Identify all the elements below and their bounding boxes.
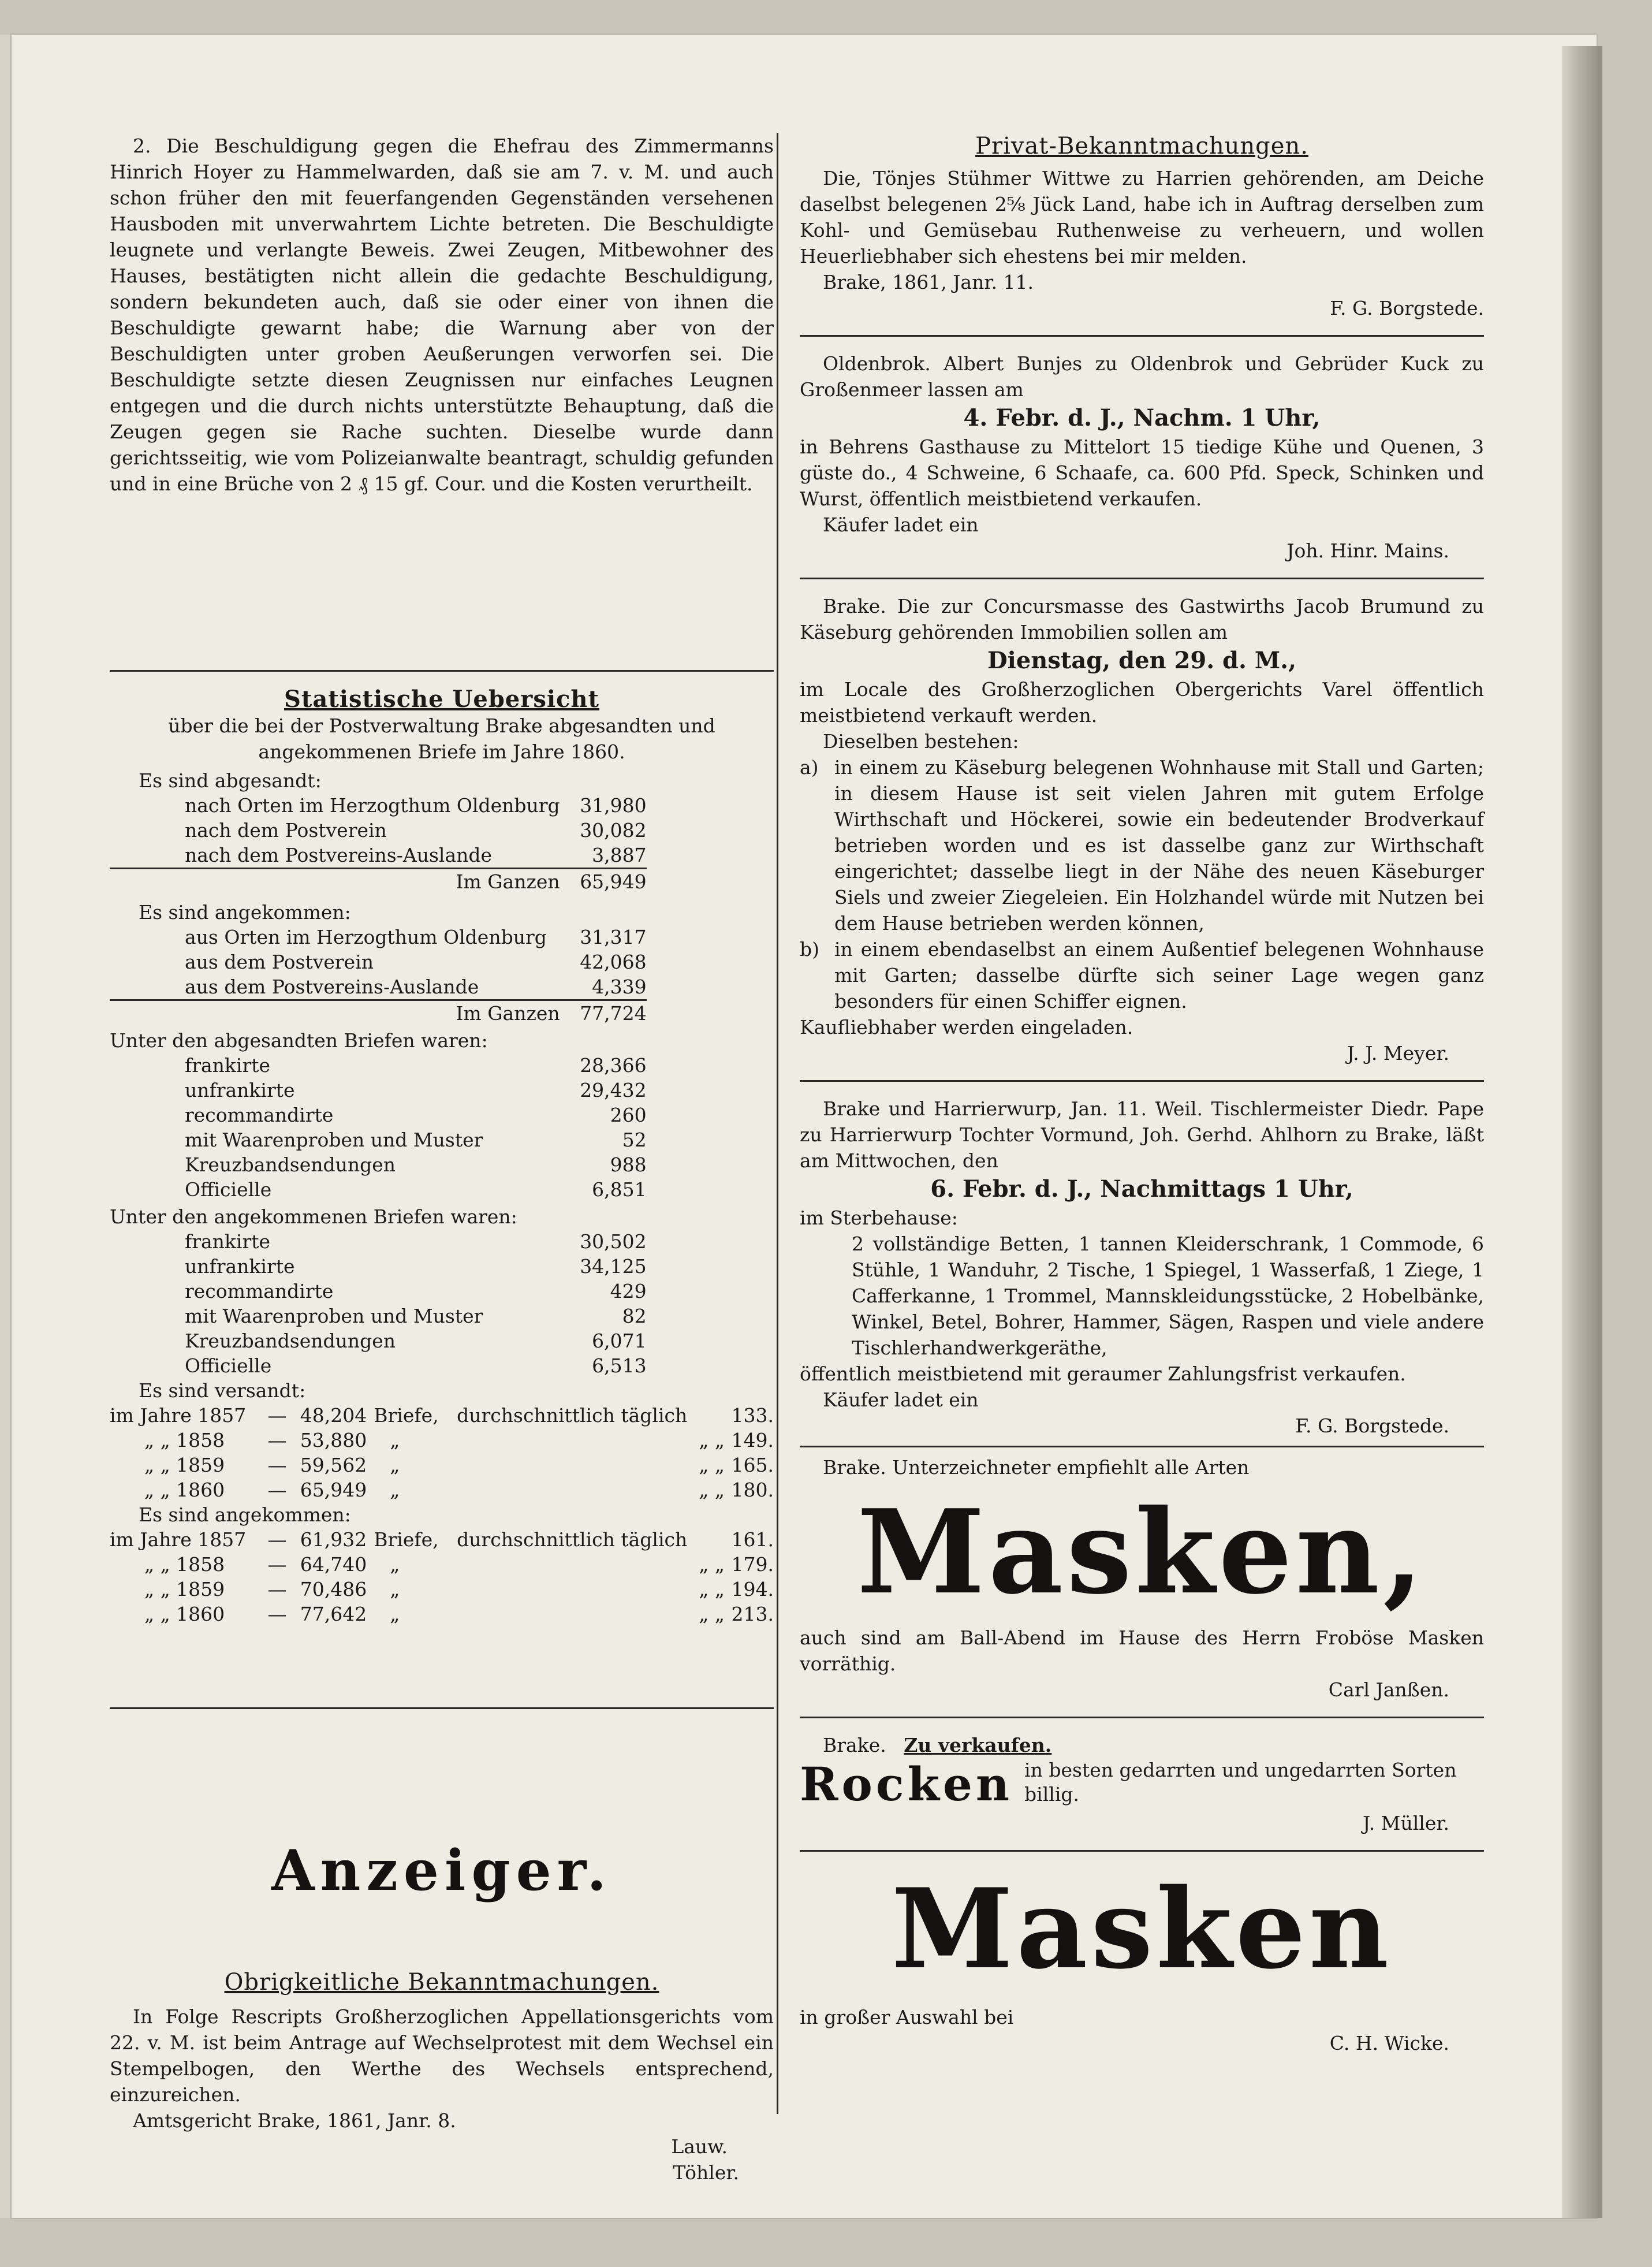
ad5-signature: Carl Janßen. — [1328, 1678, 1449, 1701]
ad2-date: 4. Febr. d. J., Nachm. 1 Uhr, — [963, 404, 1321, 431]
ad2-text2: in Behrens Gasthause zu Mittelort 15 tiedige Kühe und Quenen, 3 güste do., 4 Schweine, 6 Schaafe, ca. 600 Pfd. Speck, Schinken und Wurst, öffentlich meistbietend verkaufen. — [800, 435, 1484, 510]
year: „ „ 1858 — [144, 1553, 225, 1576]
dash: — — [267, 1479, 287, 1501]
row-label: aus dem Postvereins-Auslande — [185, 976, 479, 998]
item-text: in einem zu Käseburg belegenen Wohnhause mit Stall und Garten; in diesem Hause ist seit vielen Jahren mit gutem Erfolge Wirthschaft und Höckerei, sowie ein bedeutender Brodverkauf betrieben worden und es ist dasselbe ganz zur Wirthschaft eingerichtet; dasselbe liegt in der Nähe des neuen Käseburger Siels und zweier Ziegeleien. Ein Holzhandel würde mit Nutzen bei dem Hause betrieben werden können, — [834, 756, 1484, 935]
table-row — [110, 1053, 647, 1078]
avg: „ „ — [699, 1553, 725, 1576]
ad1-signature: F. G. Borgstede. — [1330, 297, 1484, 319]
avg: „ „ — [699, 1603, 725, 1625]
row-value: 3,887 — [592, 844, 647, 866]
row-value: 6,851 — [592, 1178, 647, 1201]
row-label: mit Waarenproben und Muster — [185, 1129, 483, 1151]
word: „ — [390, 1603, 400, 1625]
ad6-intro — [800, 1732, 1484, 1758]
year: „ „ 1858 — [144, 1429, 225, 1451]
table-row — [110, 1353, 647, 1378]
row-label: nach dem Postverein — [185, 819, 387, 842]
table-row — [110, 1127, 647, 1152]
table-row — [110, 1279, 647, 1304]
versandt-label: Es sind versandt: — [139, 1379, 306, 1402]
row-value: 30,502 — [580, 1230, 647, 1253]
table-row — [110, 843, 647, 869]
row-label: aus dem Postverein — [185, 951, 374, 973]
table-row — [110, 974, 647, 1000]
ad2-buyers: Käufer ladet ein — [823, 513, 979, 536]
row-value: 52 — [622, 1129, 647, 1151]
ad5-masken-heading: Masken, — [857, 1484, 1427, 1620]
table-row — [110, 1328, 647, 1353]
section-rule — [110, 1707, 774, 1709]
daily: 149. — [731, 1429, 774, 1451]
count: 61,932 — [300, 1528, 367, 1551]
row-value: 6,513 — [592, 1354, 647, 1377]
ad6-place: Brake. — [823, 1734, 886, 1756]
ad4-text2: öffentlich meistbietend mit geraumer Zahlungsfrist verkaufen. — [800, 1363, 1406, 1385]
row-label: unfrankirte — [185, 1255, 295, 1278]
book-binding-edge — [1562, 46, 1602, 2218]
statistics-title: Statistische Uebersicht — [284, 686, 599, 713]
column-divider — [777, 133, 778, 2114]
table-row — [110, 1552, 774, 1577]
daily: 133. — [731, 1404, 774, 1427]
official-notices-title: Obrigkeitliche Bekanntmachungen. — [224, 1969, 659, 1996]
ad1-place: Brake, 1861, Janr. 11. — [823, 271, 1034, 293]
table-row — [110, 818, 647, 843]
row-value: 988 — [610, 1153, 647, 1176]
ad3-invite: Kaufliebhaber werden eingeladen. — [800, 1016, 1133, 1038]
row-value: 82 — [622, 1305, 647, 1327]
year: im Jahre 1857 — [110, 1404, 247, 1427]
ad3-consist: Dieselben bestehen: — [823, 730, 1019, 753]
row-label: nach Orten im Herzogthum Oldenburg — [185, 794, 560, 817]
row-label: frankirte — [185, 1230, 271, 1253]
dash: — — [267, 1528, 287, 1551]
left-column — [110, 133, 774, 2186]
dash: — — [267, 1603, 287, 1625]
table-row — [110, 1602, 774, 1626]
ad3-item-b — [800, 936, 1484, 1014]
word: Briefe, — [374, 1404, 439, 1427]
official-notice-place: Amtsgericht Brake, 1861, Janr. 8. — [133, 2109, 456, 2132]
table-row — [110, 950, 647, 974]
court-notice-2: 2. Die Beschuldigung gegen die Ehefrau des Zimmermanns Hinrich Hoyer zu Hammelwarden, daß sie am 7. v. M. und auch schon früher den mit feuerfangenden Gegenständen versehenen Hausboden mit unverwahrtem Lichte betreten. Die Beschuldigte leugnete und verlangte Beweis. Zwei Zeugen, Mitbewohner des Hauses, bestätigten nicht allein die gedachte Beschuldigung, sondern bekundeten auch, daß sie oder einer von ihnen die Beschuldigte gewarnt habe; die Warnung aber von der Beschuldigten unter groben Aeußerungen verworfen sei. Die Beschuldigte setzte diesen Zeugnissen nur einfaches Leugnen entgegen und die durch nichts unterstützte Behauptung, daß die Zeugen gegen sie Rache suchten. Dieselbe wurde dann gerichtsseitig, wie vom Polizeianwalte beantragt, schuldig gefunden und in eine Brüche von 2 ₰ 15 gf. Cour. und die Kosten verurtheilt. — [110, 135, 774, 495]
table-row — [110, 1229, 647, 1254]
ad3-item-a — [800, 754, 1484, 936]
row-label: nach dem Postvereins-Auslande — [185, 844, 493, 866]
official-signature-2: Töhler. — [673, 2161, 739, 2184]
table-row — [110, 1078, 647, 1103]
ad2-signature: Joh. Hinr. Mains. — [1286, 539, 1449, 562]
dash: — — [267, 1454, 287, 1476]
item-label: b) — [800, 938, 819, 961]
right-column — [800, 133, 1484, 2056]
sent-label: Es sind abgesandt: — [139, 769, 322, 792]
item-label: a) — [800, 756, 819, 779]
avg: durchschnittlich täglich — [457, 1528, 688, 1551]
year: „ „ 1859 — [144, 1454, 225, 1476]
avg: durchschnittlich täglich — [457, 1404, 688, 1427]
row-label: unfrankirte — [185, 1079, 295, 1101]
table-row — [110, 1527, 774, 1552]
ad-rule — [800, 1717, 1484, 1718]
avg: „ „ — [699, 1479, 725, 1501]
yearly-table — [110, 1378, 774, 1626]
avg: „ „ — [699, 1578, 725, 1600]
table-row — [110, 1152, 647, 1177]
ad2-text: Oldenbrok. Albert Bunjes zu Oldenbrok und Gebrüder Kuck zu Großenmeer lassen am — [800, 352, 1484, 401]
row-value: 30,082 — [580, 819, 647, 842]
total-value: 65,949 — [560, 869, 647, 895]
table-row — [110, 1103, 647, 1127]
ad6-text: in besten gedarrten und ungedarrten Sorten billig. — [1024, 1759, 1457, 1806]
row-label: recommandirte — [185, 1280, 334, 1302]
total-row — [110, 1000, 647, 1026]
ad6-rocken-heading: Rocken — [800, 1757, 1013, 1811]
row-label: Kreuzbandsendungen — [185, 1330, 396, 1352]
word: „ — [390, 1578, 400, 1600]
ad4-text: Brake und Harrierwurp, Jan. 11. Weil. Tischlermeister Diedr. Pape zu Harrierwurp Tochter Vormund, Joh. Gerhd. Ahlhorn zu Brake, läßt am Mittwochen, den — [800, 1097, 1484, 1172]
count: 53,880 — [300, 1429, 367, 1451]
statistics-table — [110, 768, 647, 1378]
private-notices-title: Privat-Bekanntmachungen. — [975, 133, 1308, 159]
angekommen-label: Es sind angekommen: — [139, 1503, 351, 1526]
ad3-date: Dienstag, den 29. d. M., — [987, 647, 1297, 674]
table-row — [110, 1177, 647, 1202]
ad-rule — [800, 578, 1484, 579]
daily: 165. — [731, 1454, 774, 1476]
row-value: 6,071 — [592, 1330, 647, 1352]
ad7-masken-heading: Masken — [891, 1864, 1393, 1993]
row-value: 34,125 — [580, 1255, 647, 1278]
word: Briefe, — [374, 1528, 439, 1551]
row-label: Kreuzbandsendungen — [185, 1153, 396, 1176]
count: 77,642 — [300, 1603, 367, 1625]
avg: „ „ — [699, 1454, 725, 1476]
ad6-signature: J. Müller. — [1363, 1812, 1449, 1834]
dash: — — [267, 1404, 287, 1427]
year: „ „ 1860 — [144, 1603, 225, 1625]
row-label: mit Waarenproben und Muster — [185, 1305, 483, 1327]
arrived-label: Es sind angekommen: — [139, 901, 351, 924]
official-notice-text: In Folge Rescripts Großherzoglichen Appellationsgerichts vom 22. v. M. ist beim Antrage auf Wechselprotest mit dem Wechsel ein Stempelbogen, den Werthe des Wechsels entsprechend, einzureichen. — [110, 2005, 774, 2106]
ad6-title: Zu verkaufen. — [904, 1734, 1052, 1756]
dash: — — [267, 1553, 287, 1576]
row-label: aus Orten im Herzogthum Oldenburg — [185, 926, 547, 948]
row-label: Officielle — [185, 1354, 272, 1377]
ad4-date: 6. Febr. d. J., Nachmittags 1 Uhr, — [930, 1175, 1353, 1203]
page-left-gutter — [0, 35, 10, 2218]
item-text: in einem ebendaselbst an einem Außentief belegenen Wohnhause mit Garten; dasselbe dürfte sich seiner Lage wegen ganz besonders für einen Schiffer eignen. — [834, 938, 1484, 1012]
section-rule — [110, 670, 774, 672]
daily: 180. — [731, 1479, 774, 1501]
ad7-text: in großer Auswahl bei — [800, 2006, 1014, 2028]
table-row — [110, 1403, 774, 1428]
row-value: 29,432 — [580, 1079, 647, 1101]
daily: 194. — [731, 1578, 774, 1600]
total-label: Im Ganzen — [110, 869, 560, 895]
arrived-detail-label: Unter den angekommenen Briefen waren: — [110, 1205, 517, 1228]
total-row — [110, 869, 647, 895]
ad4-items: 2 vollständige Betten, 1 tannen Kleiderschrank, 1 Commode, 6 Stühle, 1 Wanduhr, 2 Tische, 1 Spiegel, 1 Wasserfaß, 1 Ziege, 1 Cafferkanne, 1 Trommel, Mannskleidungsstücke, 2 Hobelbänke, Winkel, Betel, Bohrer, Hammer, Sägen, Raspen und viele andere Tischlerhandwerkgeräthe, — [852, 1233, 1484, 1359]
word: „ — [390, 1429, 400, 1451]
ad4-buyers: Käufer ladet ein — [823, 1389, 979, 1411]
row-label: recommandirte — [185, 1104, 334, 1126]
table-row — [110, 1577, 774, 1602]
ad1-text: Die, Tönjes Stühmer Wittwe zu Harrien gehörenden, am Deiche daselbst belegenen 2⅝ Jück Land, habe ich in Auftrag derselben zum Kohl- und Gemüsebau Ruthenweise zu verheuern, und wollen Heuerliebhaber sich ehestens bei mir melden. — [800, 167, 1484, 267]
daily: 161. — [731, 1528, 774, 1551]
ad3-signature: J. J. Meyer. — [1347, 1042, 1449, 1064]
row-label: frankirte — [185, 1054, 271, 1077]
table-row — [110, 1477, 774, 1502]
dash: — — [267, 1578, 287, 1600]
count: 64,740 — [300, 1553, 367, 1576]
count: 70,486 — [300, 1578, 367, 1600]
dash: — — [267, 1429, 287, 1451]
ad4-place: im Sterbehause: — [800, 1207, 958, 1229]
ad3-text2: im Locale des Großherzoglichen Obergerichts Varel öffentlich meistbietend verkauft werden. — [800, 678, 1484, 727]
year: im Jahre 1857 — [110, 1528, 247, 1551]
table-row — [110, 793, 647, 818]
ad4-signature: F. G. Borgstede. — [1295, 1414, 1449, 1437]
row-value: 4,339 — [592, 976, 647, 998]
anzeiger-heading: Anzeiger. — [271, 1838, 612, 1903]
count: 59,562 — [300, 1454, 367, 1476]
ad6-row — [800, 1758, 1484, 1810]
table-row — [110, 1254, 647, 1279]
ad-rule — [800, 335, 1484, 337]
word: „ — [390, 1553, 400, 1576]
row-value: 31,317 — [580, 926, 647, 948]
row-value: 260 — [610, 1104, 647, 1126]
table-row — [110, 1428, 774, 1453]
row-value: 42,068 — [580, 951, 647, 973]
ad7-signature: C. H. Wicke. — [1329, 2032, 1449, 2054]
ad-rule — [800, 1850, 1484, 1852]
ad5-text: auch sind am Ball-Abend im Hause des Herrn Froböse Masken vorräthig. — [800, 1626, 1484, 1675]
table-row — [110, 1304, 647, 1328]
daily: 213. — [731, 1603, 774, 1625]
count: 48,204 — [300, 1404, 367, 1427]
row-value: 31,980 — [580, 794, 647, 817]
avg: „ „ — [699, 1429, 725, 1451]
sent-detail-label: Unter den abgesandten Briefen waren: — [110, 1029, 488, 1052]
daily: 179. — [731, 1553, 774, 1576]
word: „ — [390, 1454, 400, 1476]
table-row — [110, 925, 647, 950]
ad-rule — [800, 1080, 1484, 1082]
row-value: 429 — [610, 1280, 647, 1302]
total-label: Im Ganzen — [110, 1000, 560, 1026]
statistics-intro: über die bei der Postverwaltung Brake abgesandten und angekommenen Briefe im Jahre 1860. — [168, 714, 715, 763]
table-row — [110, 1453, 774, 1477]
word: „ — [390, 1479, 400, 1501]
row-value: 28,366 — [580, 1054, 647, 1077]
official-signature-1: Lauw. — [671, 2135, 728, 2158]
total-value: 77,724 — [560, 1000, 647, 1026]
ad5-intro: Brake. Unterzeichneter empfiehlt alle Arten — [823, 1456, 1250, 1479]
year: „ „ 1860 — [144, 1479, 225, 1501]
row-label: Officielle — [185, 1178, 272, 1201]
year: „ „ 1859 — [144, 1578, 225, 1600]
count: 65,949 — [300, 1479, 367, 1501]
ad3-text: Brake. Die zur Concursmasse des Gastwirths Jacob Brumund zu Käseburg gehörenden Immobilien sollen am — [800, 595, 1484, 643]
ad-rule — [800, 1446, 1484, 1447]
